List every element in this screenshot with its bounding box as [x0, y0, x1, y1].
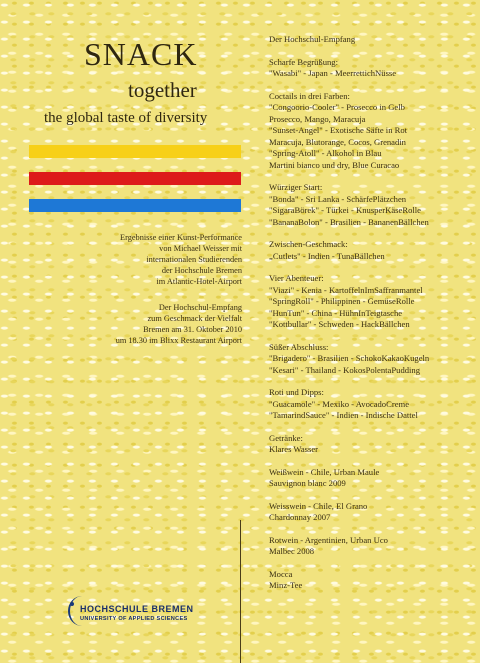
- menu-item: Martini bianco und dry, Blue Curacao: [269, 159, 400, 170]
- intro-line: Ergebnisse einer Kunst-Performance: [120, 233, 242, 242]
- logo-subtitle: UNIVERSITY OF APPLIED SCIENCES: [80, 616, 188, 622]
- logo-dot-icon: [70, 602, 74, 606]
- menu-column: [269, 34, 474, 603]
- event-line: Der Hochschul-Empfang: [158, 303, 242, 312]
- menu-section-heading: Süßer Abschluss:: [269, 341, 329, 352]
- menu-section: [269, 273, 474, 331]
- menu-section: [269, 467, 474, 490]
- menu-sections: [269, 57, 474, 592]
- intro-line: von Michael Weisser mit: [159, 244, 242, 253]
- intro-line: internationalen Studierenden: [146, 255, 242, 264]
- university-logo: [64, 592, 234, 634]
- menu-section: [269, 535, 474, 558]
- menu-item: "HunTun" - China - HühnInTeigtasche: [269, 307, 403, 318]
- intro-text: [30, 232, 242, 287]
- menu-section-heading: Roti und Dipps:: [269, 387, 324, 397]
- menu-section: [269, 57, 474, 80]
- menu-section: [269, 387, 474, 422]
- menu-item: Weisswein - Chile, El Grano: [269, 500, 368, 511]
- menu-title: Der Hochschul-Empfang: [269, 34, 356, 44]
- menu-section-heading: Vier Abenteuer:: [269, 273, 324, 283]
- menu-section-heading: Getränke:: [269, 432, 303, 443]
- menu-section-heading: Würziger Start:: [269, 182, 323, 192]
- yellow-stripe: [29, 145, 241, 158]
- menu-item: Weißwein - Chile, Urban Maule: [269, 466, 380, 477]
- menu-item: "TamarindSauce" - Indien - Indische Dattel: [269, 410, 418, 420]
- menu-item: "Spring-Atoll" - Alkohol in Blau: [269, 148, 382, 158]
- menu-item: "Sunset-Angel" - Exotische Säfte in Rot: [269, 125, 408, 135]
- menu-item: Prosecco, Mango, Maracuja: [269, 113, 366, 124]
- menu-section: [269, 501, 474, 524]
- menu-item: "Congoorio-Cooler" - Prosecco in Gelb: [269, 102, 405, 112]
- event-text: [30, 302, 242, 346]
- menu-item: Maracuja, Blutorange, Cocos, Grenadin: [269, 136, 406, 147]
- menu-item: "Kesari" - Thailand - KokosPolentaPudding: [269, 364, 421, 375]
- event-line: zum Geschmack der Vielfalt: [147, 314, 242, 323]
- menu-item: Minz-Tee: [269, 580, 303, 590]
- divider-line: [240, 520, 241, 663]
- menu-item: Chardonnay 2007: [269, 512, 331, 522]
- menu-item: "BananaBolon" - Brasilien - BananenBällchen: [269, 216, 429, 227]
- menu-item: Mocca: [269, 568, 293, 579]
- menu-item: "Wasabi" - Japan - MeerrettichNüsse: [269, 68, 397, 78]
- menu-item: "Viazi" - Kenia - KartoffelnImSaffranmantel: [269, 284, 423, 295]
- menu-item: "SpringRoll" - Philippinen - GemüseRolle: [269, 296, 415, 306]
- red-stripe: [29, 172, 241, 185]
- menu-section: [269, 239, 474, 262]
- title: SNACK: [84, 36, 198, 72]
- menu-section: [269, 433, 474, 456]
- blue-stripe: [29, 199, 241, 212]
- menu-item: "Kottbullar" - Schweden - HackBällchen: [269, 319, 410, 329]
- menu-section: [269, 91, 474, 172]
- menu-section-heading: Zwischen-Geschmack:: [269, 239, 348, 249]
- menu-title-block: [269, 34, 474, 46]
- intro-line: der Hochschule Bremen: [161, 266, 242, 275]
- menu-item: Malbec 2008: [269, 546, 315, 556]
- event-line: Bremen am 31. Oktober 2010: [143, 325, 242, 334]
- menu-item: Klares Wasser: [269, 444, 319, 454]
- tagline: the global taste of diversity: [44, 110, 208, 126]
- subtitle: together: [128, 78, 197, 102]
- event-line: um 18.30 im Blixx Restaurant Airport: [115, 336, 242, 345]
- menu-item: "Brigadero" - Brasilien - SchokoKakaoKugeln: [269, 353, 430, 363]
- menu-item: "SigaraBörek" - Türkei - KnusperKäseRolle: [269, 205, 421, 215]
- intro-line: im Atlantic-Hotel-Airport: [156, 277, 242, 286]
- menu-item: "Guacamole" - Mexiko - AvocadoCreme: [269, 398, 410, 409]
- menu-item: "Bonda" - Sri Lanka - SchärfePlätzchen: [269, 193, 407, 204]
- menu-section: [269, 342, 474, 377]
- menu-section: [269, 182, 474, 228]
- menu-item: Sauvignon blanc 2009: [269, 478, 346, 488]
- menu-section-heading: Coctails in drei Farben:: [269, 90, 350, 101]
- menu-item: Rotwein - Argentinien, Urban Uco: [269, 534, 388, 545]
- menu-section-heading: Scharfe Begrüßung:: [269, 56, 338, 67]
- menu-item: „Cutlets" - Indien - TunaBällchen: [269, 250, 385, 261]
- menu-section: [269, 569, 474, 592]
- logo-name: HOCHSCHULE BREMEN: [80, 604, 194, 614]
